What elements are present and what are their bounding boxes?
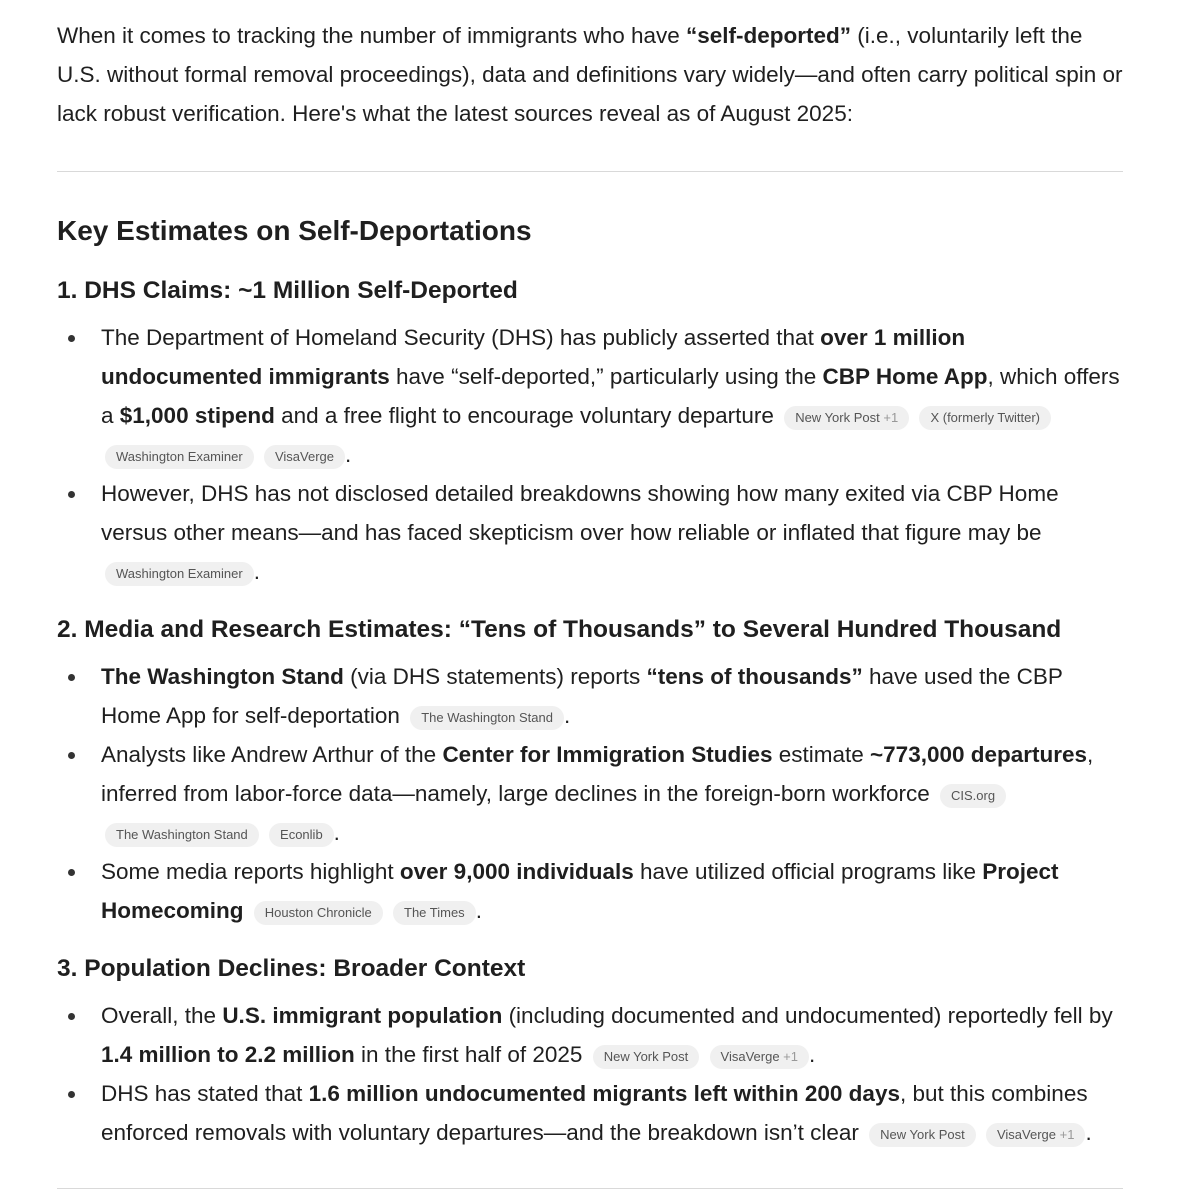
item-bold: “tens of thousands” — [646, 664, 863, 689]
item-text: in the first half of 2025 — [354, 1042, 583, 1067]
item-text: Overall, the — [101, 1003, 223, 1028]
item-bold: U.S. immigrant population — [222, 1003, 503, 1028]
bullet-list — [57, 996, 1123, 1152]
citation-chip[interactable]: New York Post — [869, 1123, 976, 1147]
citation-label: VisaVerge — [996, 1127, 1057, 1142]
citation-chip[interactable]: Econlib — [269, 823, 334, 847]
citation-label: New York Post — [795, 410, 880, 425]
bullet-list — [57, 318, 1123, 591]
list-item — [57, 318, 1123, 474]
intro-text: When it comes to tracking the number of immigrants who have — [57, 23, 687, 48]
subsection-title: 2. Media and Research Estimates: “Tens of Thousands” to Several Hundred Thousand — [57, 616, 1062, 643]
citation-chip[interactable]: New York Post — [593, 1045, 700, 1069]
citation-chip[interactable]: VisaVerge — [264, 445, 345, 469]
item-text: , inferred from labor-force data—namely, large declines in the foreign-born workforce — [101, 742, 1094, 806]
item-text: (including documented and undocumented) reportedly fell by — [502, 1003, 1113, 1028]
citation-chip[interactable]: CIS.org — [940, 784, 1006, 808]
item-bold: CBP Home App — [822, 364, 988, 389]
item-text: Some media reports highlight — [101, 859, 400, 884]
item-text: The Department of Homeland Security (DHS) has publicly asserted that — [101, 325, 821, 350]
citation-chip[interactable]: X (formerly Twitter) — [919, 406, 1051, 430]
section-divider — [57, 171, 1123, 172]
item-bold: The Washington Stand — [101, 664, 344, 689]
intro-paragraph — [57, 16, 1123, 133]
item-text: estimate — [772, 742, 871, 767]
item-text: have used the CBP Home App for self-deportation — [101, 664, 1063, 728]
list-item — [57, 1074, 1123, 1152]
item-bold: 1.6 million undocumented migrants left within 200 days — [308, 1081, 900, 1106]
item-text: Analysts like Andrew Arthur of the — [101, 742, 443, 767]
item-end: . — [475, 898, 482, 923]
citation-more-count: +1 — [783, 1049, 798, 1064]
citation-chip[interactable]: The Times — [393, 901, 476, 925]
item-text: , but this combines enforced removals with voluntary departures—and the breakdown isn’t clear — [101, 1081, 1088, 1145]
section-heading: Key Estimates on Self-Deportations — [57, 215, 532, 246]
item-bold: 1.4 million to 2.2 million — [101, 1042, 355, 1067]
citation-chip[interactable]: Washington Examiner — [105, 445, 254, 469]
item-end: . — [253, 559, 260, 584]
item-bold: over 9,000 individuals — [399, 859, 634, 884]
citation-chip[interactable]: The Washington Stand — [410, 706, 564, 730]
item-bold: Center for Immigration Studies — [442, 742, 773, 767]
list-item — [57, 474, 1123, 591]
citation-label: VisaVerge — [720, 1049, 780, 1064]
item-end: . — [344, 442, 352, 467]
item-bold: $1,000 stipend — [119, 403, 275, 428]
citation-chip[interactable] — [986, 1123, 1085, 1147]
bullet-list — [57, 657, 1123, 930]
list-item — [57, 852, 1123, 930]
citation-more-count: +1 — [1059, 1127, 1075, 1142]
citation-chip[interactable] — [784, 406, 909, 430]
list-item — [57, 657, 1123, 735]
item-end: . — [1085, 1120, 1092, 1145]
intro-bold: “self-deported” — [686, 23, 852, 48]
citation-chip[interactable]: Washington Examiner — [105, 562, 254, 586]
citation-chip[interactable] — [710, 1045, 809, 1069]
subsection-title: 1. DHS Claims: ~1 Million Self-Deported — [57, 277, 518, 304]
section-divider — [57, 1188, 1123, 1189]
list-item — [57, 735, 1123, 852]
item-text: and a free flight to encourage voluntary departure — [274, 403, 774, 428]
item-bold: Project Homecoming — [101, 859, 1059, 923]
item-text: have “self-deported,” particularly using the — [389, 364, 823, 389]
subsection-title: 3. Population Declines: Broader Context — [57, 955, 526, 982]
item-end: . — [563, 703, 571, 728]
item-bold: over 1 million undocumented immigrants — [101, 325, 966, 389]
citation-chip[interactable]: Houston Chronicle — [254, 901, 383, 925]
item-bold: ~773,000 departures — [870, 742, 1088, 767]
item-end: . — [809, 1042, 816, 1067]
list-item — [57, 996, 1123, 1074]
citation-more-count: +1 — [883, 410, 899, 425]
citation-chip[interactable]: The Washington Stand — [105, 823, 259, 847]
item-text: have utilized official programs like — [633, 859, 983, 884]
item-end: . — [333, 820, 340, 845]
item-text: DHS has stated that — [101, 1081, 309, 1106]
item-text: , which offers a — [101, 364, 1120, 428]
intro-text: (i.e., voluntarily left the U.S. without formal removal proceedings), data and definitions vary widely—and often carry political spin or lack robust verification. Here's what the latest sources reveal as of August 2025: — [57, 23, 1123, 126]
item-text: However, DHS has not disclosed detailed breakdowns showing how many exited via CBP Home versus other means—and has faced skepticism over how reliable or inflated that figure may be — [101, 481, 1059, 545]
item-text: (via DHS statements) reports — [343, 664, 647, 689]
